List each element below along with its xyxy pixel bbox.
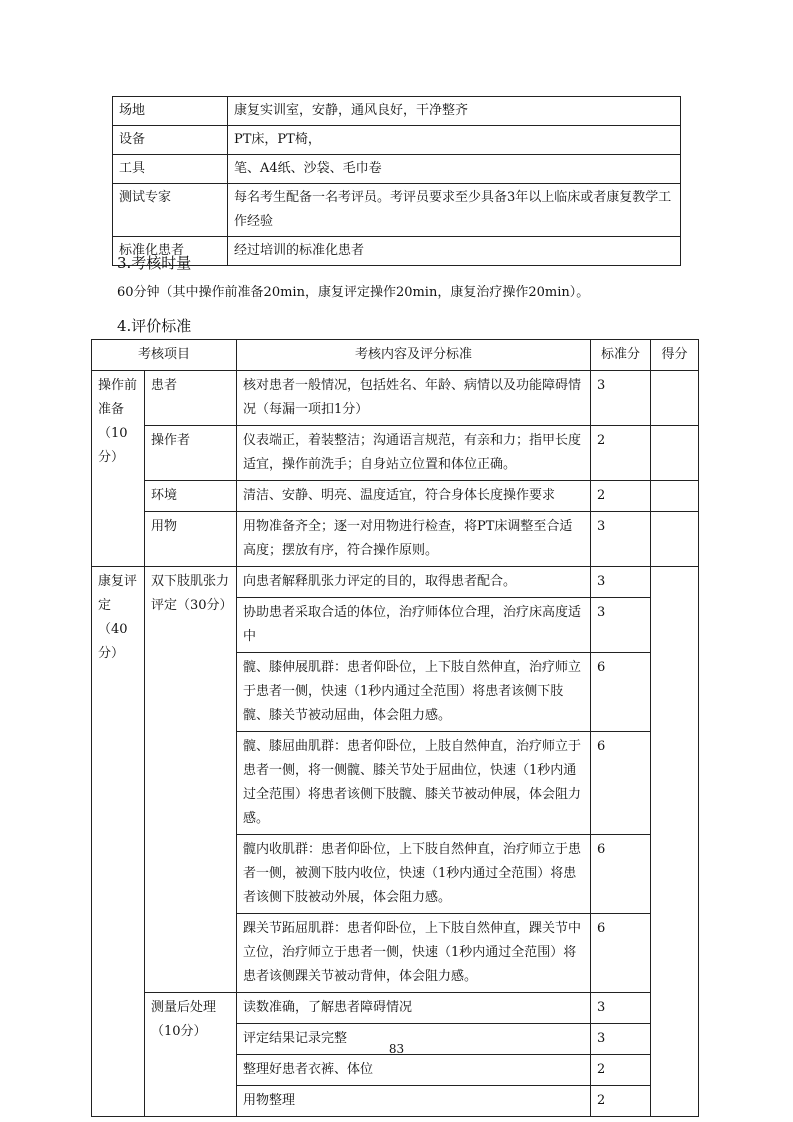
table-row (92, 993, 699, 1024)
info-value: 每名考生配备一名考评员。考评员要求至少具备3年以上临床或者康复教学工作经验 (228, 184, 681, 237)
table-row (113, 97, 681, 126)
criteria-text: 协助患者采取合适的体位，治疗师体位合理，治疗床高度适中 (237, 598, 591, 653)
standard-points: 2 (591, 426, 651, 481)
info-value: 康复实训室，安静，通风良好，干净整齐 (228, 97, 681, 126)
table-row (92, 481, 699, 512)
info-value: PT床，PT椅， (228, 126, 681, 155)
score-cell[interactable] (651, 567, 699, 1117)
standard-points: 3 (591, 512, 651, 567)
standard-points: 2 (591, 1086, 651, 1117)
standard-points: 2 (591, 481, 651, 512)
header-item: 考核项目 (92, 340, 237, 371)
sub-item-label: 测量后处理（10分） (145, 993, 237, 1117)
criteria-text: 评定结果记录完整 (237, 1024, 591, 1055)
table-row (92, 426, 699, 481)
standard-points: 3 (591, 567, 651, 598)
standard-points: 6 (591, 732, 651, 835)
criteria-text: 髋内收肌群：患者仰卧位，上下肢自然伸直，治疗师立于患者一侧，被测下肢内收位，快速（1秒内通过全范围）将患者该侧下肢被动外展，体会阻力感。 (237, 835, 591, 914)
criteria-text: 整理好患者衣裤、体位 (237, 1055, 591, 1086)
table-row (113, 126, 681, 155)
table-row (113, 184, 681, 237)
standard-points: 6 (591, 914, 651, 993)
header-standard: 标准分 (591, 340, 651, 371)
info-label: 工具 (113, 155, 228, 184)
header-score: 得分 (651, 340, 699, 371)
page-number: 83 (388, 1042, 405, 1056)
score-cell[interactable] (651, 512, 699, 567)
info-label: 测试专家 (113, 184, 228, 237)
table-row (92, 371, 699, 426)
criteria-text: 用物准备齐全；逐一对用物进行检查，将PT床调整至合适高度；摆放有序，符合操作原则。 (237, 512, 591, 567)
standard-points: 3 (591, 371, 651, 426)
standard-points: 3 (591, 1024, 651, 1055)
criteria-text: 核对患者一般情况，包括姓名、年龄、病情以及功能障碍情况（每漏一项扣1分） (237, 371, 591, 426)
standard-points: 6 (591, 653, 651, 732)
info-value: 经过培训的标准化患者 (228, 237, 681, 266)
info-label: 场地 (113, 97, 228, 126)
criteria-text: 向患者解释肌张力评定的目的，取得患者配合。 (237, 567, 591, 598)
sub-item-label: 操作者 (145, 426, 237, 481)
resource-table (112, 96, 681, 266)
criteria-text: 用物整理 (237, 1086, 591, 1117)
standard-points: 2 (591, 1055, 651, 1086)
table-header-row (92, 340, 699, 371)
evaluation-table (91, 339, 699, 1117)
sub-item-label: 用物 (145, 512, 237, 567)
criteria-text: 读数准确，了解患者障碍情况 (237, 993, 591, 1024)
section-heading-evaluation-criteria: 4.评价标准 (117, 317, 192, 335)
score-cell[interactable] (651, 426, 699, 481)
group-label-assessment: 康复评定（40分） (92, 567, 145, 1117)
sub-item-label: 环境 (145, 481, 237, 512)
standard-points: 6 (591, 835, 651, 914)
criteria-text: 髋、膝伸展肌群：患者仰卧位，上下肢自然伸直，治疗师立于患者一侧，快速（1秒内通过全范围）将患者该侧下肢髋、膝关节被动屈曲，体会阻力感。 (237, 653, 591, 732)
criteria-text: 踝关节跖屈肌群：患者仰卧位，上下肢自然伸直，踝关节中立位，治疗师立于患者一侧，快速（1秒内通过全范围）将患者该侧踝关节被动背伸，体会阻力感。 (237, 914, 591, 993)
header-content: 考核内容及评分标准 (237, 340, 591, 371)
table-row (92, 512, 699, 567)
criteria-text: 仪表端正，着装整洁；沟通语言规范，有亲和力；指甲长度适宜，操作前洗手；自身站立位置和体位正确。 (237, 426, 591, 481)
standard-points: 3 (591, 993, 651, 1024)
sub-item-label: 患者 (145, 371, 237, 426)
exam-time-text: 60分钟（其中操作前准备20min，康复评定操作20min，康复治疗操作20min）。 (117, 285, 590, 300)
info-value: 笔、A4纸、沙袋、毛巾卷 (228, 155, 681, 184)
table-row (113, 237, 681, 266)
table-row (92, 567, 699, 598)
info-label: 标准化患者 (113, 237, 228, 266)
score-cell[interactable] (651, 371, 699, 426)
group-label-preparation: 操作前准备（10分） (92, 371, 145, 567)
table-row (113, 155, 681, 184)
criteria-text: 髋、膝屈曲肌群：患者仰卧位，上肢自然伸直，治疗师立于患者一侧，将一侧髋、膝关节处于屈曲位，快速（1秒内通过全范围）将患者该侧下肢髋、膝关节被动伸展，体会阻力感。 (237, 732, 591, 835)
section-heading-exam-time: 3.考核时量 (117, 254, 192, 272)
sub-item-label: 双下肢肌张力评定（30分） (145, 567, 237, 993)
criteria-text: 清洁、安静、明亮、温度适宜，符合身体长度操作要求 (237, 481, 591, 512)
info-label: 设备 (113, 126, 228, 155)
standard-points: 3 (591, 598, 651, 653)
score-cell[interactable] (651, 481, 699, 512)
